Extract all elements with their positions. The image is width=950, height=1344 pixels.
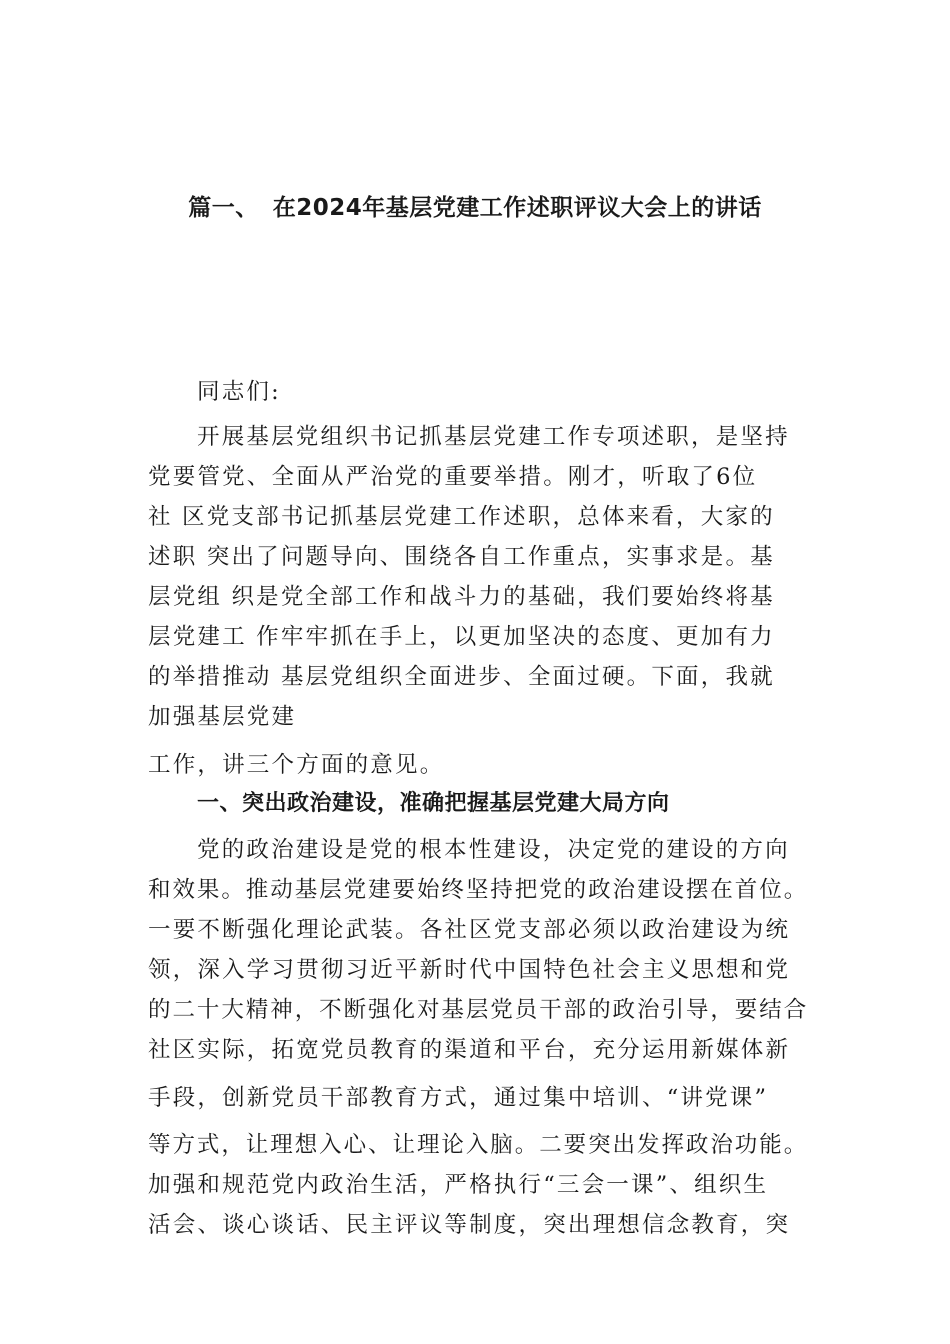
paragraph-line: 层党建工 作牢牢抓在手上，以更加坚决的态度、更加有力 xyxy=(148,624,775,650)
paragraph-line: 领，深入学习贯彻习近平新时代中国特色社会主义思想和党 xyxy=(148,957,791,983)
paragraph-line: 社区实际，拓宽党员教育的渠道和平台，充分运用新媒体新 xyxy=(148,1037,791,1063)
paragraph-line: 工作，讲三个方面的意见。 xyxy=(148,752,445,778)
paragraph-line: 加强基层党建 xyxy=(148,704,297,730)
salutation: 同志们: xyxy=(197,379,281,405)
paragraph-line: 述职 突出了问题导向、围绕各自工作重点，实事求是。基 xyxy=(148,544,775,570)
paragraph-line: 手段，创新党员干部教育方式，通过集中培训、“讲党课” xyxy=(148,1085,769,1111)
paragraph-line: 党要管党、全面从严治党的重要举措。刚才，听取了6位 xyxy=(148,464,758,490)
paragraph-line: 等方式，让理想入心、让理论入脑。二要突出发挥政治功能。 xyxy=(148,1132,809,1158)
paragraph-line: 一要不断强化理论武装。各社区党支部必须以政治建设为统 xyxy=(148,917,791,943)
paragraph-line: 加强和规范党内政治生活，严格执行“三会一课”、组织生 xyxy=(148,1172,769,1198)
paragraph-line: 和效果。推动基层党建要始终坚持把党的政治建设摆在首位。 xyxy=(148,877,809,903)
title-text: 在2024年基层党建工作述职评议大会上的讲话 xyxy=(272,195,762,221)
document-title xyxy=(0,188,950,228)
section-heading: 一、突出政治建设，准确把握基层党建大局方向 xyxy=(197,791,670,816)
paragraph-line: 党的政治建设是党的根本性建设，决定党的建设的方向 xyxy=(197,837,790,863)
paragraph-line: 层党组 织是党全部工作和战斗力的基础，我们要始终将基 xyxy=(148,584,775,610)
title-prefix: 篇一、 xyxy=(188,195,259,221)
paragraph-line: 的举措推动 基层党组织全面进步、全面过硬。下面，我就 xyxy=(148,664,775,690)
paragraph-line: 社 区党支部书记抓基层党建工作述职，总体来看，大家的 xyxy=(148,504,775,530)
paragraph-line: 开展基层党组织书记抓基层党建工作专项述职，是坚持 xyxy=(197,424,790,450)
paragraph-line: 的二十大精神，不断强化对基层党员干部的政治引导，要结合 xyxy=(148,997,809,1023)
paragraph-line: 活会、谈心谈话、民主评议等制度，突出理想信念教育，突 xyxy=(148,1212,791,1238)
